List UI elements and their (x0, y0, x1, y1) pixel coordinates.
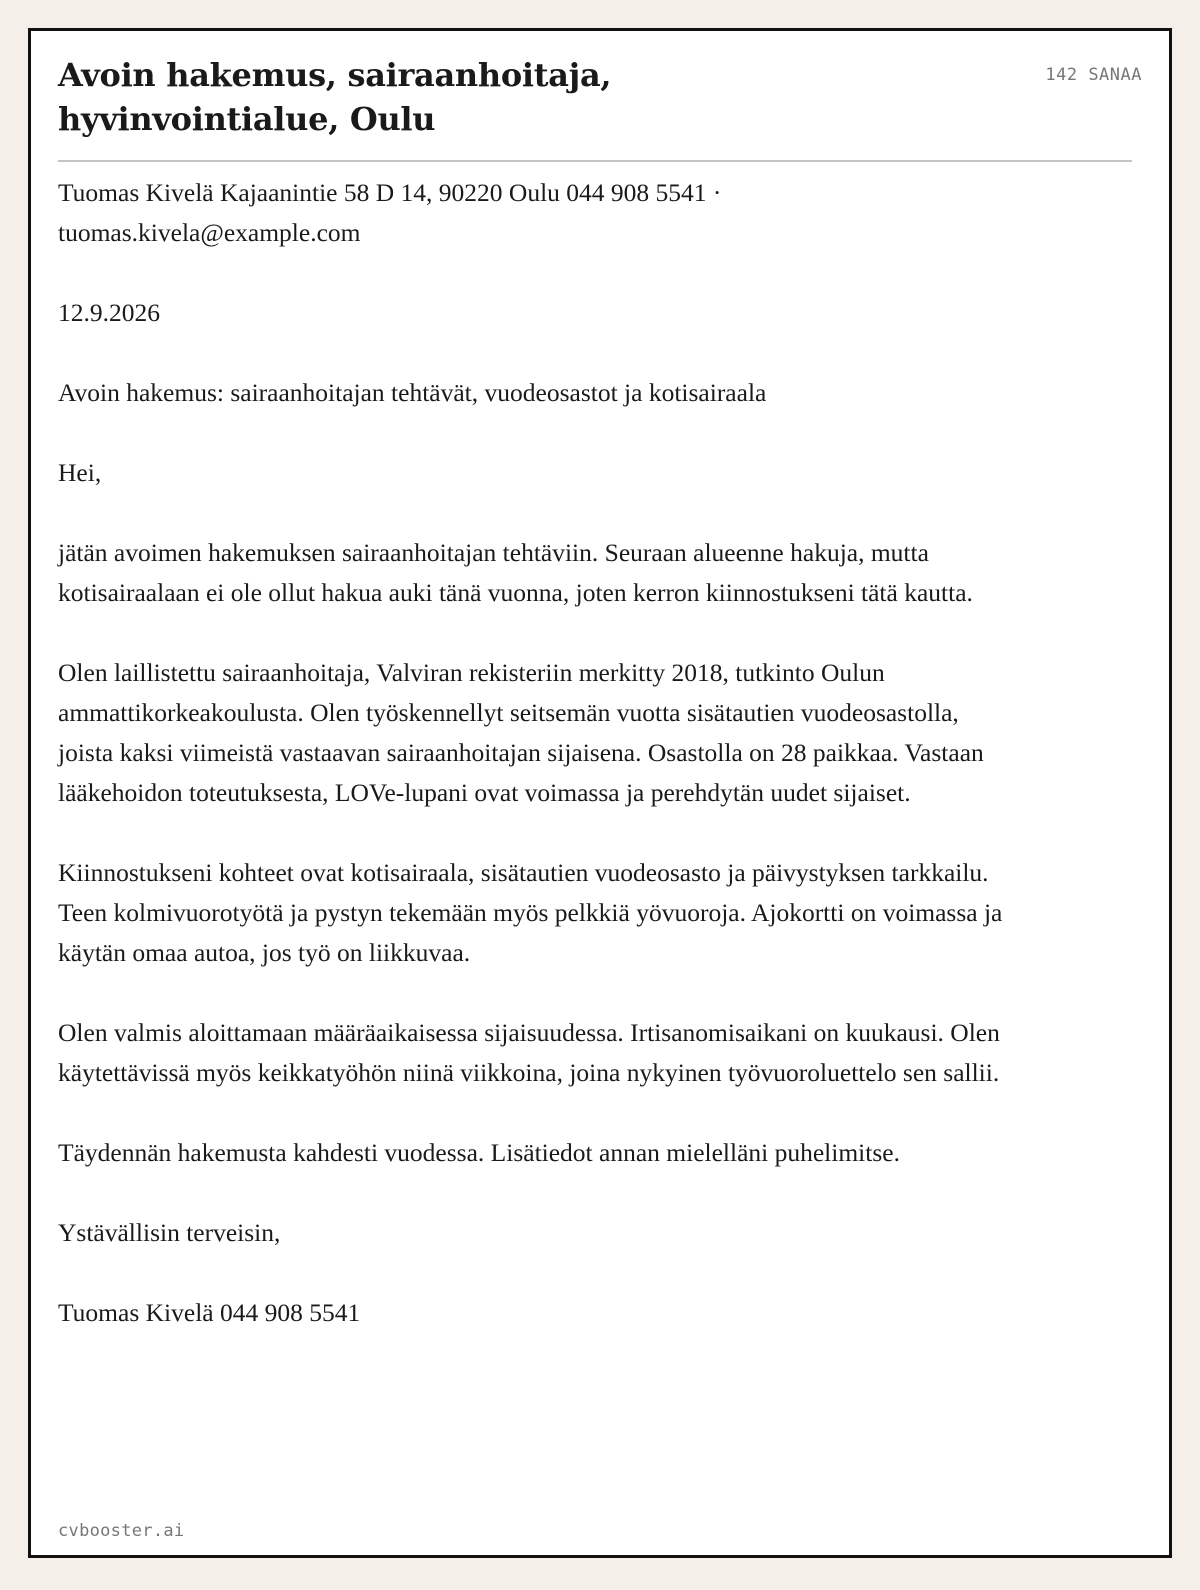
title-line-2: hyvinvointialue, Oulu (58, 100, 436, 138)
body-paragraph: jätän avoimen hakemuksen sairaanhoitajan tehtäviin. Seuraan alueenne hakuja, mutta kotisairaalaan ei ole ollut hakua auki tänä vuonna, joten kerron kiinnostukseni tätä kautta. (58, 538, 973, 607)
body-paragraph: Olen laillistettu sairaanhoitaja, Valviran rekisteriin merkitty 2018, tutkinto Oulun ammattikorkeakoulusta. Olen työskennellyt seitsemän vuotta sisätautien vuodeosastolla, joista kaksi viimeistä vastaavan sairaanhoitajan sijaisena. Osastolla on 28 paikkaa. Vastaan lääkehoidon toteutuksesta, LOVe-lupani ovat voimassa ja perehdytän uudet sijaiset. (58, 658, 984, 807)
letter-card (28, 28, 1172, 1558)
letter-closing: Ystävällisin terveisin, (58, 1218, 281, 1247)
body-paragraph: Olen valmis aloittamaan määräaikaisessa sijaisuudessa. Irtisanomisaikani on kuukausi. Olen käytettävissä myös keikkatyöhön niinä viikkoina, joina nykyinen työvuoroluettelo sen sallii. (58, 1018, 1000, 1087)
brand-footer: cvbooster.ai (58, 1521, 185, 1541)
body-paragraph: Täydennän hakemusta kahdesti vuodessa. Lisätiedot annan mielelläni puhelimitse. (58, 1138, 900, 1167)
letter-greeting: Hei, (58, 458, 102, 487)
title-line-1: Avoin hakemus, sairaanhoitaja, (58, 56, 612, 94)
letter-body (58, 173, 1018, 1333)
letter-subject: Avoin hakemus: sairaanhoitajan tehtävät, vuodeosastot ja kotisairaala (58, 378, 767, 407)
header-divider (58, 160, 1132, 162)
word-count-badge: 142 SANAA (1045, 65, 1142, 85)
sender-info: Tuomas Kivelä Kajaanintie 58 D 14, 90220 Oulu 044 908 5541 · tuomas.kivela@example.com (58, 178, 722, 247)
letter-signature: Tuomas Kivelä 044 908 5541 (58, 1298, 361, 1327)
letter-title (58, 53, 758, 141)
body-paragraph: Kiinnostukseni kohteet ovat kotisairaala, sisätautien vuodeosasto ja päivystyksen tarkkailu. Teen kolmivuorotyötä ja pystyn tekemään myös pelkkiä yövuoroja. Ajokortti on voimassa ja käytän omaa autoa, jos työ on liikkuvaa. (58, 858, 1003, 967)
letter-date: 12.9.2026 (58, 298, 160, 327)
